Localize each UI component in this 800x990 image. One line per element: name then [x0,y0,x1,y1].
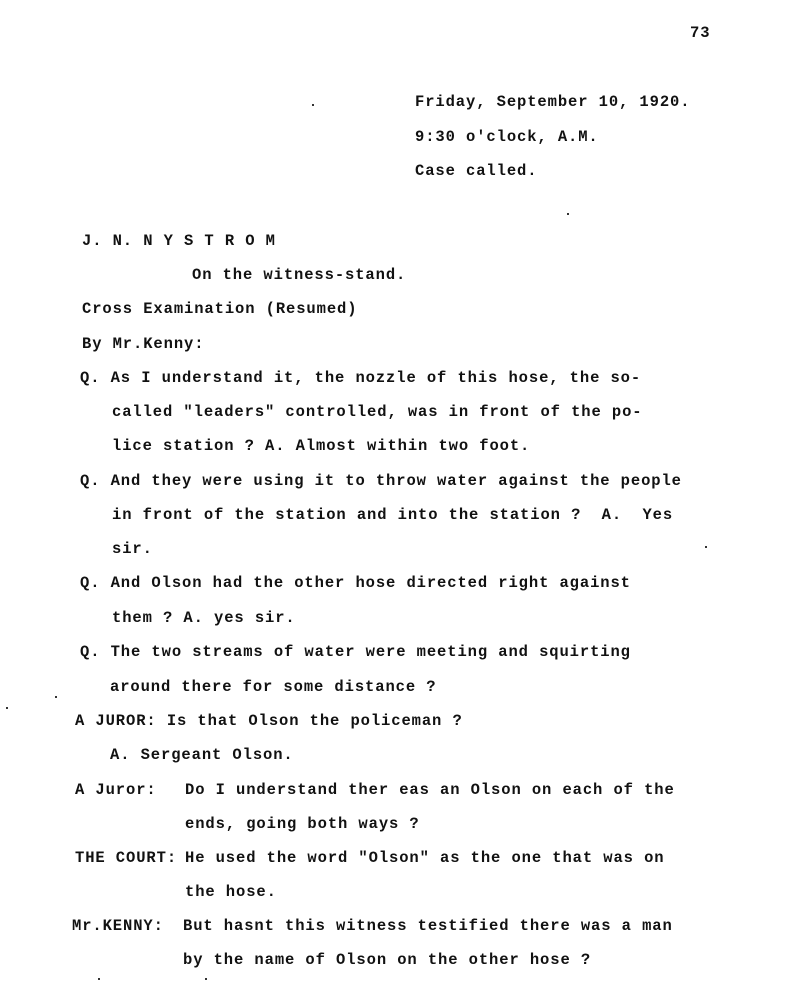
transcript-line: ends, going both ways ? [185,815,420,833]
transcript-line: Do I understand ther eas an Olson on each of the [185,781,675,799]
transcript-line: Q. The two streams of water were meeting and squirting [80,643,631,661]
session-date: Friday, September 10, 1920. [415,93,691,111]
transcript-line: Q. And Olson had the other hose directed right against [80,574,631,592]
witness-status: On the witness-stand. [192,266,407,284]
scan-speck [98,978,100,980]
scan-speck [705,546,707,548]
witness-name: J. N. N Y S T R O M [82,232,276,250]
transcript-line: them ? A. yes sir. [112,609,296,627]
transcript-line: But hasnt this witness testified there was a man [183,917,673,935]
transcript-line: A JUROR: Is that Olson the policeman ? [75,712,463,730]
scan-speck [6,707,8,709]
speaker-label: Mr.KENNY: [72,917,164,935]
scan-speck [312,104,314,106]
transcript-line: Q. As I understand it, the nozzle of this hose, the so- [80,369,642,387]
transcript-line: by the name of Olson on the other hose ? [183,951,592,969]
scan-speck [567,213,569,215]
transcript-line: in front of the station and into the station ? A. Yes [112,506,674,524]
scan-speck [55,696,57,698]
page-number: 73 [690,24,711,42]
examiner: By Mr.Kenny: [82,335,205,353]
session-status: Case called. [415,162,538,180]
speaker-label: THE COURT: [75,849,178,867]
transcript-line: He used the word "Olson" as the one that was on [185,849,665,867]
transcript-line: called "leaders" controlled, was in front of the po- [112,403,643,421]
scan-speck [205,978,207,980]
examination-type: Cross Examination (Resumed) [82,300,358,318]
transcript-line: lice station ? A. Almost within two foot. [112,437,531,455]
transcript-line: Q. And they were using it to throw water against the people [80,472,682,490]
session-time: 9:30 o'clock, A.M. [415,128,599,146]
speaker-label: A Juror: [75,781,157,799]
transcript-line: around there for some distance ? [110,678,437,696]
transcript-line: the hose. [185,883,277,901]
transcript-line: sir. [112,540,153,558]
transcript-line: A. Sergeant Olson. [110,746,294,764]
